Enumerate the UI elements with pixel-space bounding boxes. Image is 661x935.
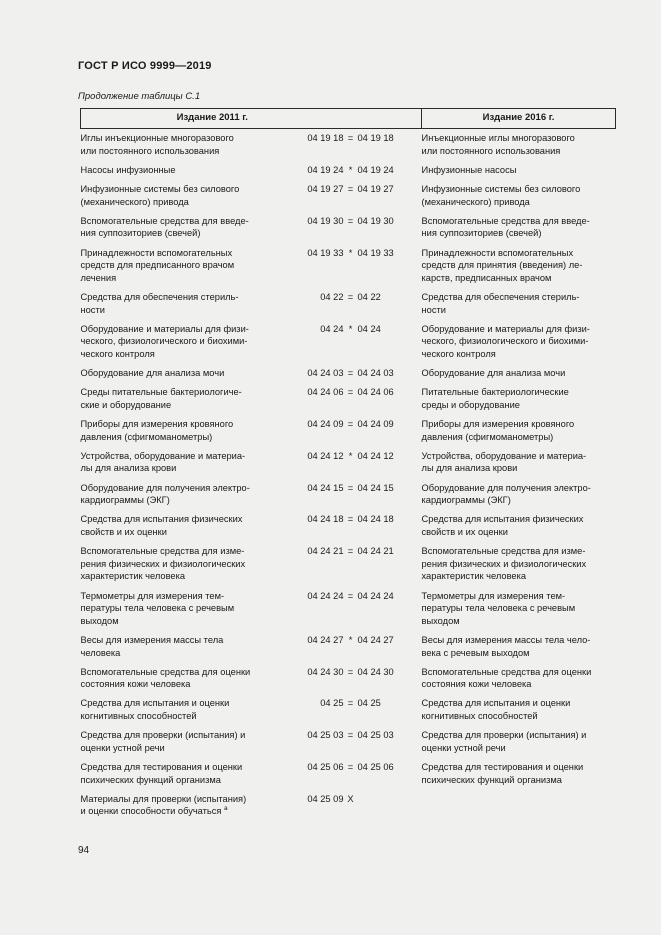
correspondence-mark: [344, 450, 358, 482]
new-edition-code: [358, 634, 422, 666]
table-row: [81, 247, 616, 291]
old-edition-name-text: Вспомогательные средства для изме- рения физических и физиологических характеристик человека: [80, 546, 246, 582]
new-edition-name: [422, 129, 616, 164]
correspondence-mark-text: =: [347, 762, 354, 773]
old-edition-code: [279, 729, 344, 761]
old-edition-code-text: 04 19 33: [307, 247, 344, 258]
new-edition-code: [358, 247, 422, 291]
correspondence-mark: [344, 666, 358, 698]
new-edition-name-text: Средства для испытания и оценки когнитивных способностей: [421, 698, 571, 722]
new-edition-name-text: Оборудование для анализа мочи: [421, 368, 566, 379]
old-edition-code: [279, 545, 344, 589]
new-edition-name: [422, 367, 616, 386]
old-edition-name: [81, 291, 279, 323]
new-edition-code: [358, 761, 422, 793]
old-edition-code-text: 04 25: [320, 698, 344, 709]
old-edition-code-text: 04 24 15: [307, 482, 344, 493]
new-edition-name: [422, 697, 616, 729]
old-edition-code: [279, 164, 344, 183]
new-edition-code: [358, 323, 422, 367]
correspondence-mark: [344, 729, 358, 761]
new-edition-code-text: 04 19 33: [357, 247, 394, 258]
correspondence-mark: [344, 129, 358, 164]
old-edition-name: [81, 215, 279, 247]
table-row: [81, 386, 616, 418]
table-row: [81, 367, 616, 386]
old-edition-code-text: 04 24 18: [307, 514, 344, 525]
old-edition-name-text: Насосы инфузионные: [80, 164, 176, 175]
new-edition-code-text: 04 19 27: [357, 183, 394, 194]
new-edition-name-text: Инъекционные иглы многоразового или постоянного использования: [421, 133, 575, 156]
new-edition-name-text: Инфузионные системы без силового (механического) привода: [421, 183, 581, 207]
old-edition-name: [81, 247, 279, 291]
new-edition-name: [422, 590, 616, 634]
new-edition-name-text: Средства для обеспечения стериль- ности: [421, 291, 580, 315]
old-edition-name: [81, 545, 279, 589]
correspondence-mark: [344, 386, 358, 418]
old-edition-name: [81, 793, 279, 825]
correspondence-mark-text: =: [347, 546, 354, 557]
new-edition-code-text: 04 24 06: [357, 387, 394, 398]
old-edition-name-text: Оборудование для анализа мочи: [80, 368, 225, 379]
new-edition-code-text: 04 24 03: [357, 368, 394, 379]
old-edition-code: [279, 129, 344, 164]
table-row: [81, 323, 616, 367]
correspondence-mark-text: *: [348, 164, 353, 175]
old-edition-name: [81, 183, 279, 215]
new-edition-code-text: 04 24: [357, 323, 381, 334]
column-header-spacer: [344, 109, 422, 129]
old-edition-name-text: Весы для измерения массы тела человека: [80, 634, 224, 658]
old-edition-code: [279, 761, 344, 793]
correspondence-mark-text: *: [348, 247, 353, 258]
new-edition-code: [358, 545, 422, 589]
old-edition-name-text: Средства для проверки (испытания) и оценки устной речи: [80, 730, 246, 753]
new-edition-name-text: Инфузионные насосы: [421, 164, 517, 175]
new-edition-code-text: 04 24 12: [357, 450, 394, 461]
table-row: [81, 666, 616, 698]
old-edition-name-text: Устройства, оборудование и материа- лы для анализа крови: [80, 450, 246, 474]
new-edition-name-text: Средства для тестирования и оценки психических функций организма: [421, 762, 584, 785]
old-edition-name: [81, 367, 279, 386]
new-edition-name: [422, 666, 616, 698]
standard-title: ГОСТ Р ИСО 9999—2019: [78, 60, 212, 72]
new-edition-name-text: Приборы для измерения кровяного давления (сфигмоманометры): [421, 419, 575, 442]
new-edition-name-text: Оборудование и материалы для физи- ческого, физиологического и биохими- ческого контроля: [421, 323, 590, 359]
old-edition-code-text: 04 19 18: [307, 133, 344, 143]
old-edition-code: [279, 590, 344, 634]
table-row: [81, 634, 616, 666]
table-header-row: [81, 109, 616, 129]
new-edition-name-text: Весы для измерения массы тела чело- века с речевым выходом: [421, 634, 591, 658]
table-row: [81, 129, 616, 164]
old-edition-code: [279, 291, 344, 323]
old-edition-name-text: Оборудование и материалы для физи- ческого, физиологического и биохими- ческого контроля: [80, 323, 249, 359]
old-edition-code: [279, 793, 344, 825]
old-edition-code: [279, 183, 344, 215]
old-edition-code: [279, 367, 344, 386]
table-row: [81, 291, 616, 323]
new-edition-code: [358, 793, 422, 825]
correspondence-mark-text: =: [347, 368, 354, 379]
correspondence-mark: [344, 367, 358, 386]
correspondence-mark: [344, 634, 358, 666]
correspondence-mark: [344, 164, 358, 183]
table-row: [81, 513, 616, 545]
correspondence-mark-text: =: [347, 482, 354, 493]
old-edition-name: [81, 386, 279, 418]
table-row: [81, 545, 616, 589]
new-edition-code: [358, 482, 422, 514]
table-row: [81, 482, 616, 514]
old-edition-name-text: Инфузионные системы без силового (механического) привода: [80, 183, 240, 207]
column-header-old-edition: Издание 2011 г.: [81, 109, 344, 129]
new-edition-code: [358, 418, 422, 450]
correspondence-mark-text: =: [347, 291, 354, 302]
old-edition-code-text: 04 24 06: [307, 387, 344, 398]
new-edition-code-text: 04 24 15: [357, 482, 394, 493]
old-edition-name: [81, 590, 279, 634]
old-edition-code: [279, 418, 344, 450]
correspondence-mark: [344, 590, 358, 634]
old-edition-name: [81, 482, 279, 514]
new-edition-code: [358, 697, 422, 729]
table-row: [81, 697, 616, 729]
correspondence-mark-text: =: [347, 698, 354, 709]
new-edition-code: [358, 129, 422, 164]
old-edition-code: [279, 482, 344, 514]
old-edition-name-text: Средства для обеспечения стериль- ности: [80, 291, 239, 315]
new-edition-code: [358, 590, 422, 634]
old-edition-name-text: Вспомогательные средства для введе- ния суппозиториев (свечей): [80, 215, 249, 239]
new-edition-name-text: Вспомогательные средства для изме- рения физических и физиологических характеристик человека: [421, 546, 587, 582]
old-edition-code-text: 04 25 06: [307, 762, 344, 773]
old-edition-name: [81, 697, 279, 729]
old-edition-name: [81, 634, 279, 666]
old-edition-name: [81, 729, 279, 761]
page-number: 94: [78, 845, 90, 856]
old-edition-code: [279, 697, 344, 729]
old-edition-code: [279, 666, 344, 698]
old-edition-code-text: 04 24 24: [307, 590, 344, 601]
old-edition-code-text: 04 19 27: [307, 183, 344, 194]
table-row: [81, 761, 616, 793]
correspondence-mark: [344, 697, 358, 729]
new-edition-code: [358, 164, 422, 183]
old-edition-code: [279, 215, 344, 247]
new-edition-name-text: Принадлежности вспомогательных средств для принятия (введения) ле- карств, предписанных врачом: [421, 247, 583, 283]
column-header-new-edition: Издание 2016 г.: [422, 109, 616, 129]
new-edition-name: [422, 634, 616, 666]
new-edition-name: [422, 761, 616, 793]
new-edition-name-text: Средства для проверки (испытания) и оценки устной речи: [421, 730, 587, 753]
correspondence-mark-text: *: [348, 634, 353, 645]
new-edition-name: [422, 164, 616, 183]
correspondence-mark: [344, 291, 358, 323]
old-edition-name: [81, 129, 279, 164]
old-edition-code-text: 04 24 12: [307, 450, 344, 461]
new-edition-name-text: Устройства, оборудование и материа- лы для анализа крови: [421, 450, 587, 474]
old-edition-code: [279, 513, 344, 545]
new-edition-code-text: 04 25: [357, 698, 381, 709]
correspondence-mark: [344, 323, 358, 367]
old-edition-name: [81, 513, 279, 545]
new-edition-name: [422, 418, 616, 450]
old-edition-name-text: Принадлежности вспомогательных средств для предписанного врачом лечения: [80, 247, 235, 283]
correspondence-mark: [344, 513, 358, 545]
table-row: [81, 729, 616, 761]
correspondence-mark-text: =: [347, 730, 354, 741]
correspondence-mark-text: =: [347, 514, 354, 525]
correspondence-mark-text: *: [348, 450, 353, 461]
correspondence-table: [80, 108, 616, 825]
correspondence-mark: [344, 793, 358, 825]
old-edition-name-text: Иглы инъекционные многоразового или постоянного использования: [80, 133, 234, 156]
table-row: [81, 418, 616, 450]
old-edition-name: [81, 164, 279, 183]
correspondence-mark-text: =: [347, 133, 354, 143]
new-edition-code-text: 04 24 24: [357, 590, 394, 601]
new-edition-name-text: Питательные бактериологические среды и оборудование: [421, 387, 569, 410]
correspondence-mark: [344, 215, 358, 247]
table-body: [81, 129, 616, 825]
old-edition-name-text: Средства для испытания и оценки когнитивных способностей: [80, 698, 230, 722]
old-edition-name-text: Средства для тестирования и оценки психических функций организма: [80, 762, 243, 785]
new-edition-name: [422, 323, 616, 367]
old-edition-name-text: Среды питательные бактериологиче- ские и оборудование: [80, 387, 242, 410]
old-edition-name-text: Термометры для измерения тем- пературы тела человека с речевым выходом: [80, 590, 235, 626]
old-edition-code: [279, 386, 344, 418]
old-edition-code-text: 04 24 21: [307, 546, 344, 557]
footnote-mark: а: [224, 805, 228, 813]
correspondence-mark-text: X: [347, 793, 354, 804]
new-edition-code-text: 04 24 30: [357, 666, 394, 677]
old-edition-name-text: Материалы для проверки (испытания) и оценки способности обучаться: [80, 793, 247, 817]
new-edition-name: [422, 513, 616, 545]
new-edition-code: [358, 215, 422, 247]
new-edition-code-text: 04 24 21: [357, 546, 394, 557]
new-edition-code: [358, 367, 422, 386]
new-edition-code: [358, 513, 422, 545]
table-row: [81, 164, 616, 183]
new-edition-code: [358, 386, 422, 418]
correspondence-mark: [344, 545, 358, 589]
correspondence-mark-text: =: [347, 215, 354, 226]
old-edition-name-text: Средства для испытания физических свойств и их оценки: [80, 514, 243, 537]
old-edition-name: [81, 666, 279, 698]
new-edition-code-text: 04 22: [357, 291, 381, 302]
new-edition-name-text: Оборудование для получения электро- кардиограммы (ЭКГ): [421, 482, 591, 506]
new-edition-code: [358, 666, 422, 698]
new-edition-name: [422, 482, 616, 514]
old-edition-code: [279, 634, 344, 666]
table-row: [81, 215, 616, 247]
new-edition-code-text: 04 24 09: [357, 419, 394, 430]
old-edition-code-text: 04 24 30: [307, 666, 344, 677]
new-edition-name: [422, 450, 616, 482]
new-edition-code-text: 04 19 30: [357, 215, 394, 226]
correspondence-mark-text: =: [347, 590, 354, 601]
new-edition-name-text: Термометры для измерения тем- пературы тела человека с речевым выходом: [421, 590, 576, 626]
correspondence-mark: [344, 761, 358, 793]
new-edition-name: [422, 545, 616, 589]
new-edition-code-text: 04 24 27: [357, 634, 394, 645]
old-edition-code-text: 04 24 27: [307, 634, 344, 645]
correspondence-mark-text: =: [347, 183, 354, 194]
new-edition-code-text: 04 25 03: [357, 730, 394, 741]
table-row: [81, 590, 616, 634]
old-edition-code-text: 04 24 03: [307, 368, 344, 379]
new-edition-code: [358, 183, 422, 215]
new-edition-code-text: 04 24 18: [357, 514, 394, 525]
correspondence-mark: [344, 183, 358, 215]
new-edition-name: [422, 215, 616, 247]
old-edition-code: [279, 247, 344, 291]
new-edition-code-text: 04 19 24: [357, 164, 394, 175]
old-edition-code-text: 04 24: [320, 323, 344, 334]
old-edition-name-text: Приборы для измерения кровяного давления (сфигмоманометры): [80, 419, 234, 442]
new-edition-name: [422, 291, 616, 323]
new-edition-code: [358, 729, 422, 761]
new-edition-name: [422, 247, 616, 291]
old-edition-name-text: Оборудование для получения электро- кардиограммы (ЭКГ): [80, 482, 250, 506]
old-edition-code-text: 04 19 24: [307, 164, 344, 175]
old-edition-name-text: Вспомогательные средства для оценки состояния кожи человека: [80, 666, 251, 690]
correspondence-mark: [344, 482, 358, 514]
old-edition-code-text: 04 25 03: [307, 730, 344, 741]
old-edition-code: [279, 450, 344, 482]
new-edition-name-text: Средства для испытания физических свойств и их оценки: [421, 514, 584, 537]
correspondence-mark: [344, 418, 358, 450]
old-edition-code-text: 04 25 09: [307, 793, 344, 804]
old-edition-name: [81, 418, 279, 450]
new-edition-name: [422, 793, 616, 825]
table-row: [81, 183, 616, 215]
table-row: [81, 450, 616, 482]
new-edition-name-text: Вспомогательные средства для оценки состояния кожи человека: [421, 666, 592, 690]
table-continuation-label: Продолжение таблицы С.1: [78, 91, 201, 102]
correspondence-mark-text: =: [347, 419, 354, 430]
correspondence-mark: [344, 247, 358, 291]
table-row: [81, 793, 616, 825]
old-edition-code-text: 04 22: [320, 291, 344, 302]
correspondence-mark-text: *: [348, 323, 353, 334]
correspondence-mark-text: =: [347, 387, 354, 398]
correspondence-mark-text: =: [347, 666, 354, 677]
old-edition-code-text: 04 19 30: [307, 215, 344, 226]
old-edition-code: [279, 323, 344, 367]
new-edition-name: [422, 183, 616, 215]
new-edition-name: [422, 729, 616, 761]
new-edition-code: [358, 291, 422, 323]
new-edition-code-text: 04 19 18: [357, 133, 394, 143]
new-edition-name-text: Вспомогательные средства для введе- ния суппозиториев (свечей): [421, 215, 590, 239]
old-edition-name: [81, 761, 279, 793]
new-edition-name: [422, 386, 616, 418]
new-edition-code: [358, 450, 422, 482]
new-edition-code-text: 04 25 06: [357, 762, 394, 773]
old-edition-name: [81, 323, 279, 367]
old-edition-code-text: 04 24 09: [307, 419, 344, 430]
old-edition-name: [81, 450, 279, 482]
